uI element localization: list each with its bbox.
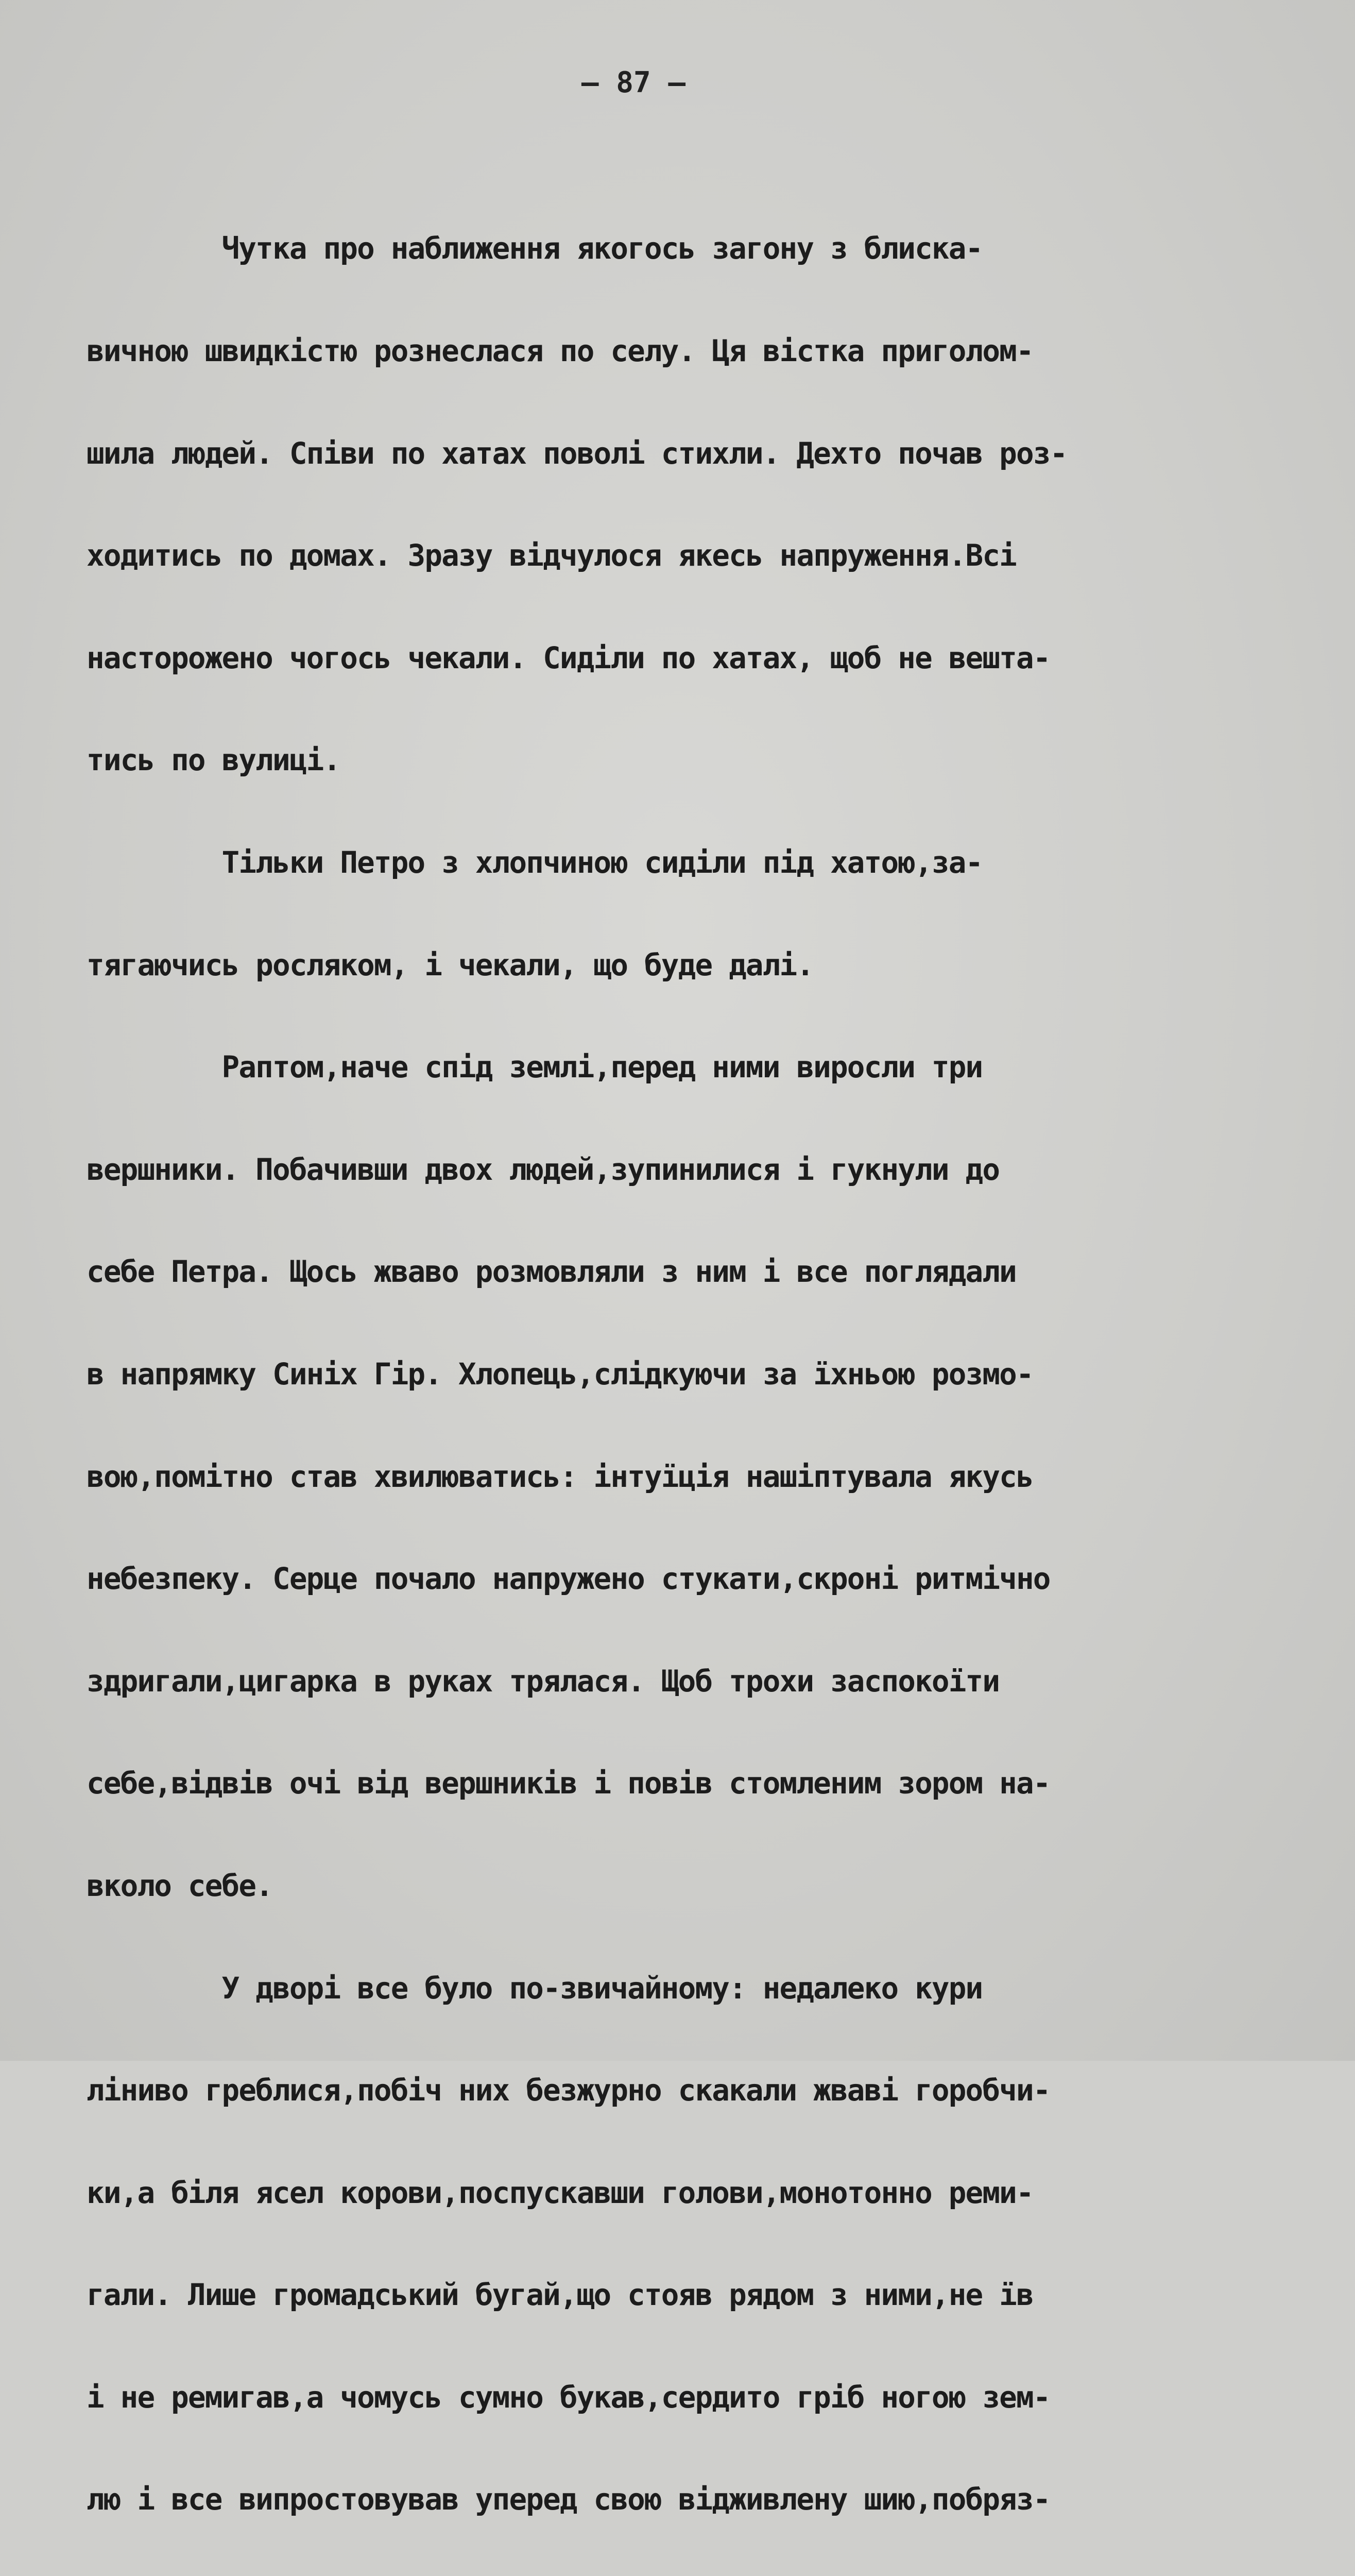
text-line: ходитись по домах. Зразу відчулося якесь напруження.Всі xyxy=(87,538,1016,573)
text-line: гали. Лише громадський бугай,що стояв рядом з ними,не їв xyxy=(87,2278,1033,2313)
text-line: Чутка про наближення якогось загону з блиска- xyxy=(87,231,983,266)
text-line: лю і все випростовував уперед свою відживлену шию,побряз- xyxy=(87,2482,1050,2517)
body-text xyxy=(87,164,1292,2576)
text-line: тись по вулиці. xyxy=(87,743,340,778)
text-line: себе Петра. Щось жваво розмовляли з ним і все поглядали xyxy=(87,1255,1016,1290)
text-line: Тільки Петро з хлопчиною сиділи під хатою,за- xyxy=(87,845,983,880)
text-line: Раптом,наче спід землі,перед ними виросли три xyxy=(87,1050,983,1085)
text-line: насторожено чогось чекали. Сиділи по хатах, щоб не вешта- xyxy=(87,640,1050,675)
text-line: вою,помітно став хвилюватись: інтуїція нашіптувала якусь xyxy=(87,1459,1033,1494)
text-line: тягаючись росляком, і чекали, що буде далі. xyxy=(87,947,814,982)
text-line: шила людей. Співи по хатах поволі стихли. Дехто почав роз- xyxy=(87,436,1067,471)
text-line: У дворі все було по-звичайному: недалеко кури xyxy=(87,1971,983,2006)
text-line: ліниво греблися,побіч них безжурно скакали жваві горобчи- xyxy=(87,2073,1050,2108)
text-line: вершники. Побачивши двох людей,зупинилися і гукнули до xyxy=(87,1152,1000,1187)
text-line: в напрямку Синіх Гір. Хлопець,слідкуючи за їхньою розмо- xyxy=(87,1357,1033,1392)
text-line: небезпеку. Серце почало напружено стукати,скроні ритмічно xyxy=(87,1562,1050,1597)
text-line: і не ремигав,а чомусь сумно букав,сердито гріб ногою зем- xyxy=(87,2380,1050,2415)
text-line: вичною швидкістю рознеслася по селу. Ця вістка приголом- xyxy=(87,334,1033,368)
text-line: ки,а біля ясел корови,поспускавши голови,монотонно реми- xyxy=(87,2175,1033,2210)
text-line: себе,відвів очі від вершників і повів стомленим зором на- xyxy=(87,1766,1050,1801)
text-line: вколо себе. xyxy=(87,1868,272,1903)
page-number: — 87 — xyxy=(581,66,686,99)
text-line: здригали,цигарка в руках трялася. Щоб трохи заспокоїти xyxy=(87,1664,1000,1699)
